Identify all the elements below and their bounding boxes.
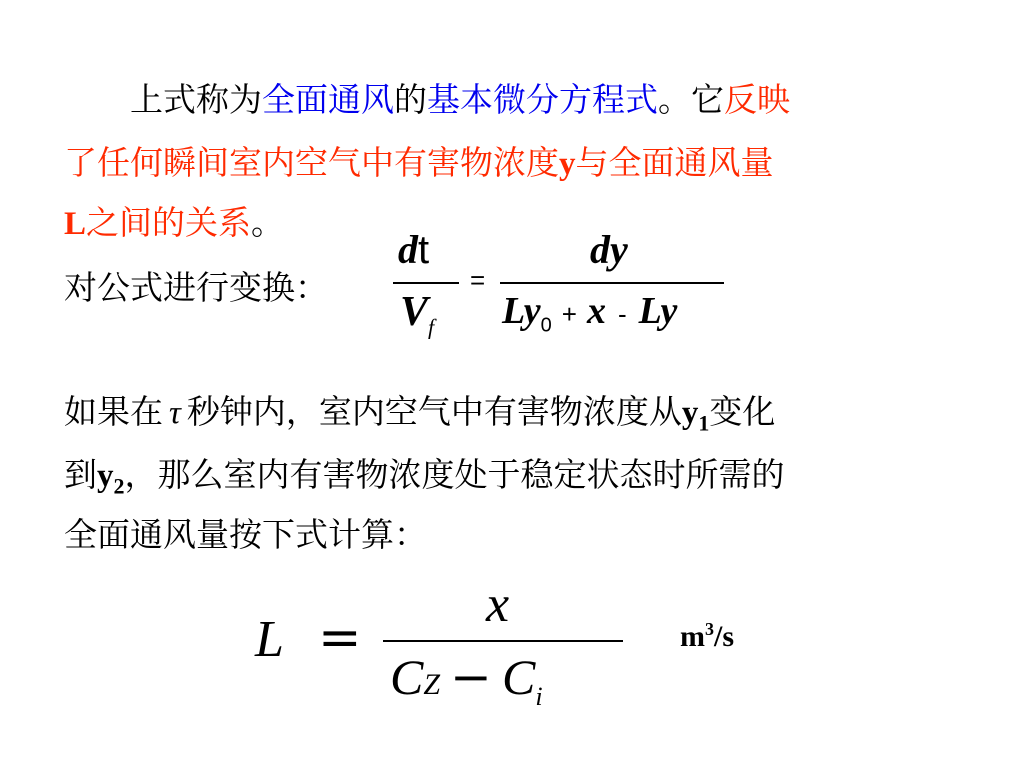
highlight-text: 与全面通风量 — [575, 143, 774, 182]
text: ，那么室内有害物浓度处于稳定状态时所需的 — [124, 455, 785, 494]
text: 到 — [64, 455, 97, 494]
highlight-text: 之间的关系 — [86, 203, 252, 242]
para1-line3 — [64, 203, 284, 244]
subscript: 1 — [698, 410, 710, 436]
term-basic-differential-equation: 基本微分方程式 — [427, 80, 658, 119]
para2-line3: 全面通风量按下式计算： — [64, 515, 427, 554]
eq1-denominator-right: $Ly_0 + x - Ly$ — [502, 290, 678, 337]
term-full-ventilation: 全面通风 — [262, 80, 394, 119]
text: 上式称为 — [130, 80, 262, 119]
var-y2: y — [97, 458, 114, 494]
highlight-text: 反映 — [724, 80, 790, 119]
eq1-fraction-bar-right — [500, 282, 724, 284]
transform-label: 对公式进行变换： — [64, 268, 328, 307]
unit-label: $m^3/s$ — [680, 619, 735, 653]
text: 。它 — [658, 80, 724, 119]
subscript: 2 — [113, 473, 125, 499]
text: 秒钟内，室内空气中有害物浓度从 — [186, 392, 682, 431]
var-L: L — [64, 206, 87, 242]
eq2-fraction-bar — [383, 640, 623, 642]
text: 变化 — [709, 392, 776, 431]
eq2-equals: = — [318, 608, 362, 668]
eq1-denominator-left: $V_f$ — [400, 289, 435, 340]
para2-line2 — [64, 455, 785, 499]
var-y1: y — [681, 395, 699, 431]
eq2-denominator: CZ − $C_i$ — [390, 648, 543, 711]
eq1-numerator-right: dy — [590, 227, 628, 272]
eq1-fraction-bar-left — [393, 282, 459, 284]
text: 。 — [251, 203, 285, 242]
text: 如果在 — [64, 392, 163, 431]
var-tau: τ — [169, 395, 181, 431]
text: 的 — [394, 80, 427, 119]
var-y: y — [559, 146, 576, 182]
para1-line1 — [130, 80, 790, 120]
eq2-numerator: x — [486, 576, 510, 633]
para1-line2 — [64, 143, 774, 184]
eq2-L: L — [255, 611, 284, 668]
highlight-text: 了任何瞬间室内空气中有害物浓度 — [64, 143, 559, 182]
eq1-equals: = — [470, 265, 486, 295]
para2-line1 — [64, 392, 776, 436]
eq1-numerator-left: dt — [398, 227, 430, 272]
